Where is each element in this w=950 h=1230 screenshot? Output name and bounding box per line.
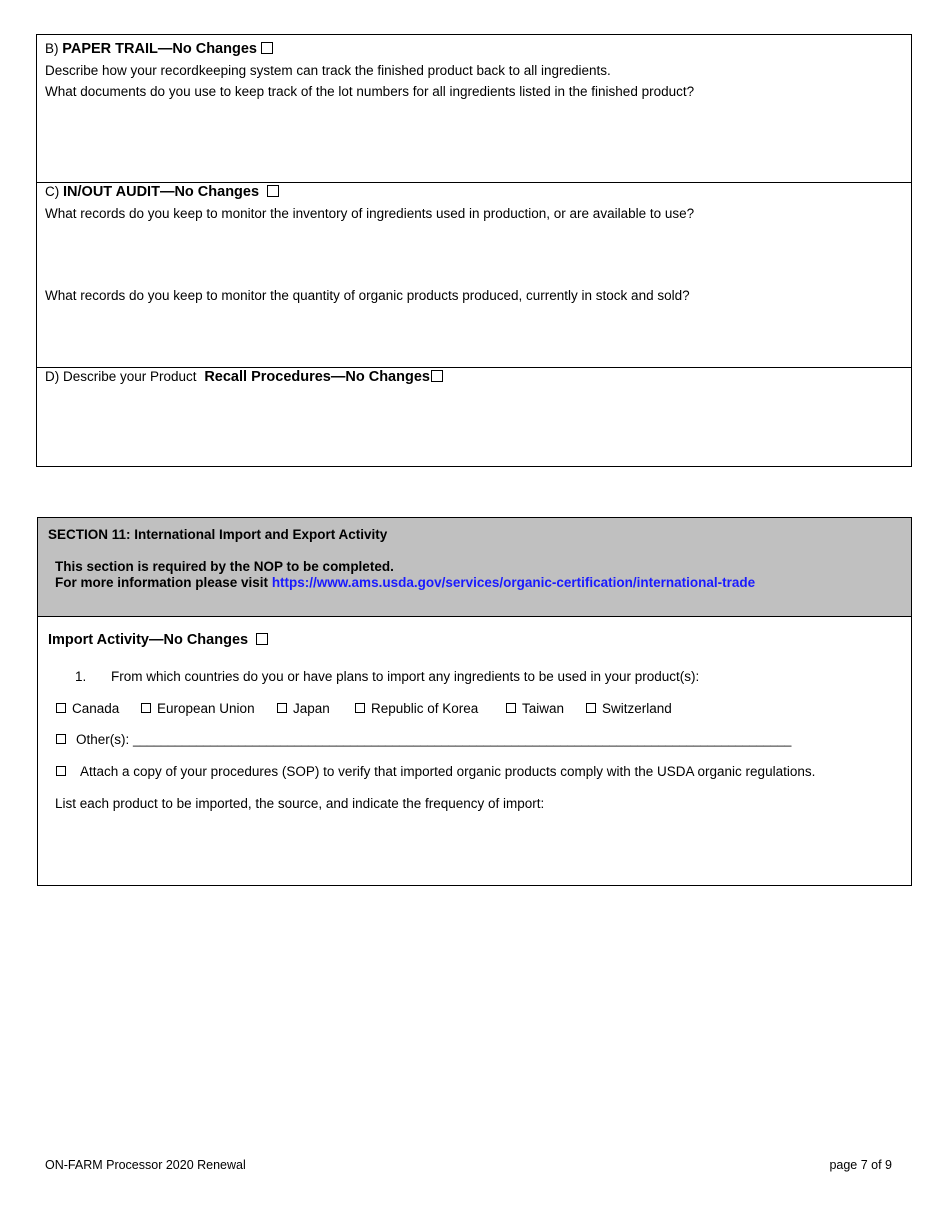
- attach-sop-label: Attach a copy of your procedures (SOP) to verify that imported organic products comply with the USDA organic regulations.: [80, 764, 816, 779]
- attach-sop-checkbox[interactable]: [56, 766, 66, 776]
- country-european-union[interactable]: [141, 700, 255, 717]
- international-trade-link[interactable]: https://www.ams.usda.gov/services/organic-certification/international-trade: [271, 575, 756, 590]
- country-canada[interactable]: [56, 700, 119, 717]
- switzerland-label: Switzerland: [602, 701, 672, 716]
- other-countries-checkbox[interactable]: [56, 734, 66, 744]
- european-union-checkbox[interactable]: [141, 703, 151, 713]
- import-activity-heading: [48, 632, 268, 649]
- european-union-label: European Union: [157, 701, 255, 716]
- recall-heading: [45, 368, 443, 386]
- country-taiwan[interactable]: [506, 700, 564, 717]
- import-list-prompt: List each product to be imported, the source, and indicate the frequency of import:: [55, 796, 545, 811]
- country-republic-of-korea[interactable]: [355, 700, 478, 717]
- section-11-more-info: [55, 574, 755, 591]
- section-11-title: SECTION 11: International Import and Export Activity: [48, 527, 388, 542]
- switzerland-checkbox[interactable]: [586, 703, 596, 713]
- footer-page-number: page 7 of 9: [829, 1158, 892, 1172]
- in-out-audit-question-1: What records do you keep to monitor the inventory of ingredients used in production, or are available to use?: [45, 206, 695, 221]
- in-out-audit-no-changes-checkbox[interactable]: [267, 185, 279, 197]
- recall-title: Recall Procedures—No Changes: [204, 369, 430, 385]
- footer-form-name: ON-FARM Processor 2020 Renewal: [45, 1158, 246, 1172]
- recall-prefix: D) Describe your Product: [45, 369, 197, 384]
- japan-checkbox[interactable]: [277, 703, 287, 713]
- import-activity-no-changes-checkbox[interactable]: [256, 633, 268, 645]
- taiwan-label: Taiwan: [522, 701, 565, 716]
- canada-label: Canada: [72, 701, 120, 716]
- paper-trail-line-2: What documents do you use to keep track of the lot numbers for all ingredients listed in the finished product?: [45, 84, 695, 99]
- records-box: [36, 34, 912, 467]
- country-switzerland[interactable]: [586, 700, 672, 717]
- paper-trail-no-changes-checkbox[interactable]: [261, 42, 273, 54]
- republic-of-korea-label: Republic of Korea: [371, 701, 479, 716]
- in-out-audit-prefix: C): [45, 184, 60, 199]
- in-out-audit-question-2: What records do you keep to monitor the quantity of organic products produced, currently in stock and sold?: [45, 288, 690, 303]
- country-japan[interactable]: [277, 700, 330, 717]
- other-countries-label: Other(s):: [76, 732, 130, 747]
- other-countries-field[interactable]: ______________________________________________________________________________________________: [133, 733, 792, 747]
- section-11-box: [37, 517, 912, 886]
- paper-trail-heading: [45, 40, 273, 58]
- canada-checkbox[interactable]: [56, 703, 66, 713]
- in-out-audit-title: IN/OUT AUDIT—No Changes: [63, 184, 260, 200]
- in-out-audit-heading: [45, 183, 279, 201]
- republic-of-korea-checkbox[interactable]: [355, 703, 365, 713]
- import-question: From which countries do you or have plans to import any ingredients to be used in your product(s):: [111, 669, 700, 684]
- other-countries-row: [56, 731, 791, 749]
- import-activity-title: Import Activity—No Changes: [48, 632, 249, 648]
- paper-trail-title: PAPER TRAIL—No Changes: [62, 41, 257, 57]
- recall-no-changes-checkbox[interactable]: [431, 370, 443, 382]
- paper-trail-prefix: B): [45, 41, 59, 56]
- section-11-required: This section is required by the NOP to be completed.: [55, 559, 394, 574]
- section-11-header: [38, 518, 911, 617]
- more-info-label: For more information please visit: [55, 575, 269, 590]
- import-question-number: 1.: [75, 669, 87, 684]
- taiwan-checkbox[interactable]: [506, 703, 516, 713]
- japan-label: Japan: [293, 701, 330, 716]
- paper-trail-line-1: Describe how your recordkeeping system can track the finished product back to all ingredients.: [45, 63, 611, 78]
- attach-sop-row: [56, 763, 815, 780]
